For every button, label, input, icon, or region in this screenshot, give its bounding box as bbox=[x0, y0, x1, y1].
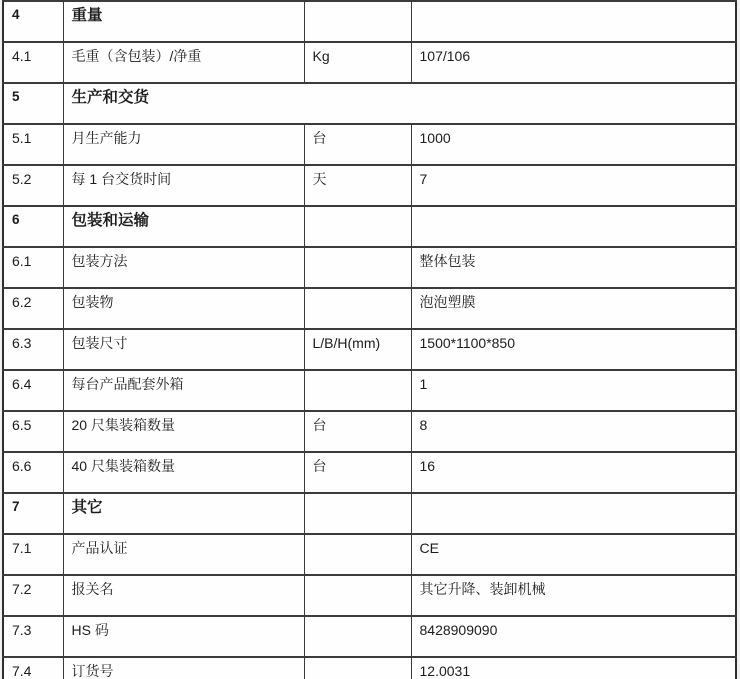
section-row bbox=[3, 83, 736, 124]
value-cell: 1000 bbox=[411, 124, 736, 165]
label-cell: 每台产品配套外箱 bbox=[63, 370, 304, 411]
value-cell: 其它升降、装卸机械 bbox=[411, 575, 736, 616]
unit-cell bbox=[304, 657, 411, 679]
row-number-cell: 5 bbox=[3, 83, 63, 124]
table-row bbox=[3, 288, 736, 329]
unit-cell: 天 bbox=[304, 165, 411, 206]
section-row bbox=[3, 1, 736, 42]
label-cell: 月生产能力 bbox=[63, 124, 304, 165]
row-number-cell: 7 bbox=[3, 493, 63, 534]
table-row bbox=[3, 329, 736, 370]
unit-cell bbox=[304, 534, 411, 575]
value-cell bbox=[411, 206, 736, 247]
row-number-cell: 4 bbox=[3, 1, 63, 42]
label-cell: 产品认证 bbox=[63, 534, 304, 575]
value-cell: 泡泡塑膜 bbox=[411, 288, 736, 329]
unit-cell: 台 bbox=[304, 124, 411, 165]
value-cell: CE bbox=[411, 534, 736, 575]
row-number-cell: 7.3 bbox=[3, 616, 63, 657]
row-number-cell: 6.3 bbox=[3, 329, 63, 370]
table-row bbox=[3, 575, 736, 616]
row-number-cell: 6.4 bbox=[3, 370, 63, 411]
row-number-cell: 6.6 bbox=[3, 452, 63, 493]
product-spec-table bbox=[2, 0, 737, 679]
label-cell: 毛重（含包装）/净重 bbox=[63, 42, 304, 83]
label-cell: 每 1 台交货时间 bbox=[63, 165, 304, 206]
value-cell: 107/106 bbox=[411, 42, 736, 83]
row-number-cell: 6 bbox=[3, 206, 63, 247]
unit-cell bbox=[304, 1, 411, 42]
label-cell: 40 尺集装箱数量 bbox=[63, 452, 304, 493]
row-number-cell: 6.1 bbox=[3, 247, 63, 288]
value-cell: 整体包装 bbox=[411, 247, 736, 288]
section-row bbox=[3, 493, 736, 534]
row-number-cell: 6.5 bbox=[3, 411, 63, 452]
value-cell: 8 bbox=[411, 411, 736, 452]
value-cell: 7 bbox=[411, 165, 736, 206]
table-row bbox=[3, 534, 736, 575]
unit-cell: L/B/H(mm) bbox=[304, 329, 411, 370]
unit-cell bbox=[304, 370, 411, 411]
label-cell: 其它 bbox=[63, 493, 304, 534]
value-cell: 8428909090 bbox=[411, 616, 736, 657]
table-row bbox=[3, 124, 736, 165]
unit-cell: 台 bbox=[304, 411, 411, 452]
unit-cell bbox=[304, 247, 411, 288]
label-cell: 生产和交货 bbox=[63, 83, 736, 124]
value-cell: 16 bbox=[411, 452, 736, 493]
value-cell bbox=[411, 1, 736, 42]
unit-cell: Kg bbox=[304, 42, 411, 83]
label-cell: 20 尺集装箱数量 bbox=[63, 411, 304, 452]
unit-cell bbox=[304, 575, 411, 616]
unit-cell bbox=[304, 616, 411, 657]
value-cell: 1 bbox=[411, 370, 736, 411]
label-cell: 报关名 bbox=[63, 575, 304, 616]
table-row bbox=[3, 411, 736, 452]
table-row bbox=[3, 657, 736, 679]
label-cell: 包装和运输 bbox=[63, 206, 304, 247]
unit-cell bbox=[304, 493, 411, 534]
value-cell: 12.0031 bbox=[411, 657, 736, 679]
table-row bbox=[3, 247, 736, 288]
label-cell: 包装方法 bbox=[63, 247, 304, 288]
value-cell bbox=[411, 493, 736, 534]
label-cell: 重量 bbox=[63, 1, 304, 42]
table-row bbox=[3, 452, 736, 493]
row-number-cell: 4.1 bbox=[3, 42, 63, 83]
label-cell: HS 码 bbox=[63, 616, 304, 657]
table-row bbox=[3, 370, 736, 411]
row-number-cell: 7.2 bbox=[3, 575, 63, 616]
label-cell: 订货号 bbox=[63, 657, 304, 679]
unit-cell bbox=[304, 206, 411, 247]
table-row bbox=[3, 42, 736, 83]
value-cell: 1500*1100*850 bbox=[411, 329, 736, 370]
spec-table-body bbox=[3, 1, 736, 679]
row-number-cell: 7.4 bbox=[3, 657, 63, 679]
row-number-cell: 5.1 bbox=[3, 124, 63, 165]
table-row bbox=[3, 165, 736, 206]
row-number-cell: 7.1 bbox=[3, 534, 63, 575]
label-cell: 包装尺寸 bbox=[63, 329, 304, 370]
label-cell: 包装物 bbox=[63, 288, 304, 329]
section-row bbox=[3, 206, 736, 247]
unit-cell: 台 bbox=[304, 452, 411, 493]
row-number-cell: 5.2 bbox=[3, 165, 63, 206]
unit-cell bbox=[304, 288, 411, 329]
table-row bbox=[3, 616, 736, 657]
row-number-cell: 6.2 bbox=[3, 288, 63, 329]
